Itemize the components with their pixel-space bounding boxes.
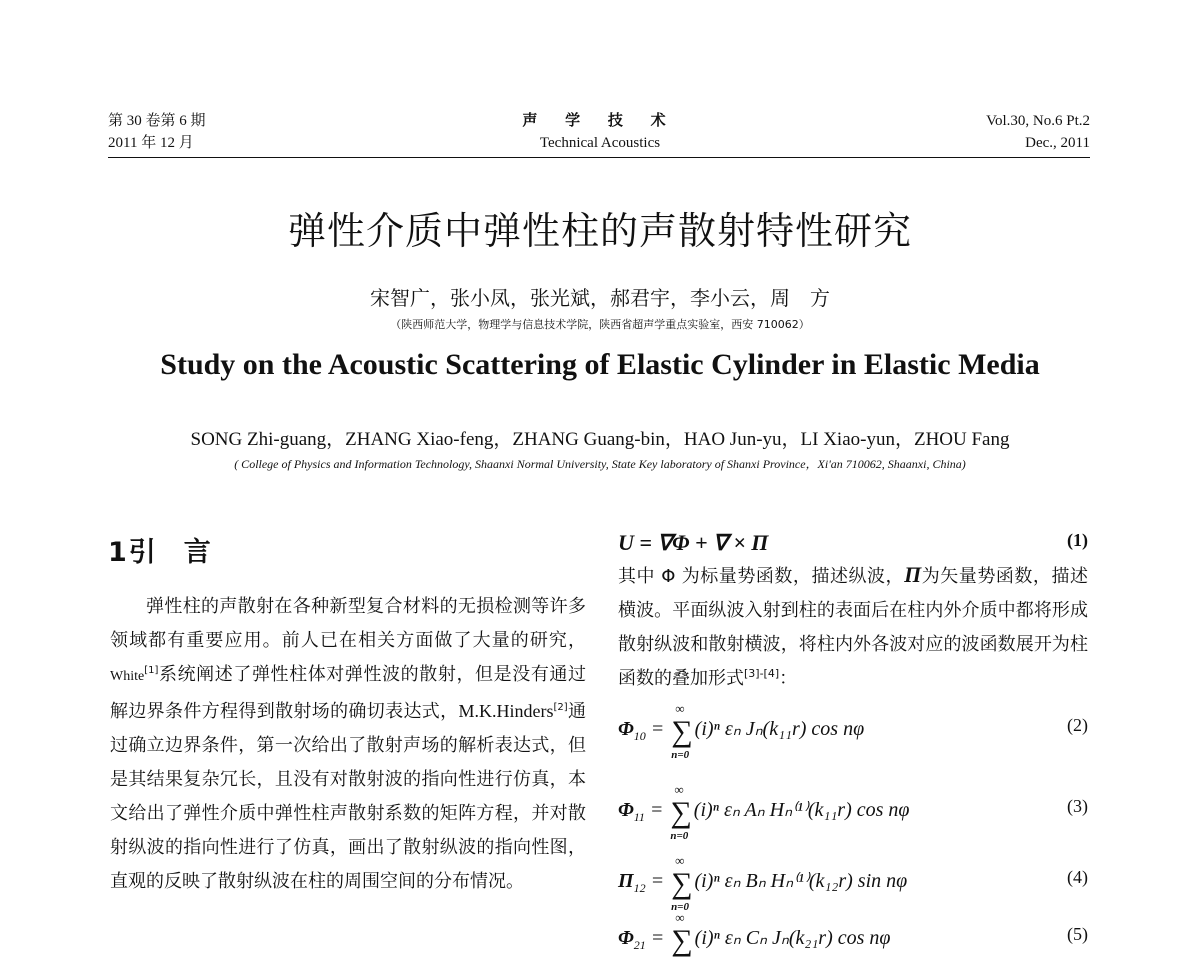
equation-5-number: (5) (1067, 924, 1088, 944)
eq2-lhs: Φ (618, 718, 634, 740)
equation-2-number: (2) (1067, 715, 1088, 735)
section-heading-introduction (108, 530, 213, 569)
eq5-sum-sign: ∑ ∞ (671, 910, 693, 957)
citation-author-white: White (110, 669, 145, 684)
eq4-lhs-sub: 12 (633, 881, 646, 895)
affiliation-en: ( College of Physics and Information Technology, Shaanxi Normal University, State Key laboratory of Shanxi Province，Xi'an 710062, Shaanxi, China) (234, 457, 966, 471)
paper-title-cn: 弹性介质中弹性柱的声散射特性研究 (287, 209, 912, 253)
eq2-sum-upper: ∞ (675, 701, 685, 716)
eq5-lhs: Φ (618, 927, 634, 949)
eq3-sum-lower: n=0 (670, 830, 689, 842)
eq4-sum-lower: n=0 (671, 901, 689, 913)
right-column-paragraph (618, 558, 1088, 696)
intro-text-b: 系统阐述了弹性柱体对弹性波的散射，但是没有通过解边界条件方程得到散射场的确切表达式， (110, 664, 586, 722)
section-number: 1 (108, 537, 129, 568)
eq4-rhs: (i)ⁿ εₙ Bₙ Hₙ⁽¹⁾(k₁₂r) sin nφ (694, 870, 908, 892)
eq5-lhs-sub: 21 (633, 938, 646, 952)
equation-1 (618, 530, 1088, 556)
journal-name-cn: 声 学 技 术 (522, 113, 678, 129)
eq4-sum-upper: ∞ (675, 853, 685, 868)
section-title-char-1: 引 (128, 537, 158, 568)
citation-ref-1: [1] (144, 665, 159, 676)
citation-author-hinders: M.K.Hinders (458, 701, 554, 721)
affiliation-cn: （陕西师范大学，物理学与信息技术学院，陕西省超声学重点实验室，西安 710062） (390, 318, 810, 331)
equation-4-number: (4) (1067, 867, 1088, 887)
paper-title-en: Study on the Acoustic Scattering of Elastic Cylinder in Elastic Media (160, 348, 1040, 381)
eq3-lhs: Φ (618, 799, 634, 821)
equation-3: $\Phi_{11}$ = ∑ ∞ n=0 (i)ⁿ εₙ Aₙ Hₙ⁽¹⁾(k₁₁r) cos nφ (3) (618, 782, 1088, 842)
journal-name (440, 110, 760, 154)
introduction-paragraph (110, 590, 586, 899)
eq2-rhs: (i)ⁿ εₙ Jₙ(k₁₁r) cos nφ (694, 718, 865, 740)
eq3-sum-upper: ∞ (674, 782, 684, 797)
equation-1-expression: U = ∇Φ + ∇ × Π (618, 530, 769, 555)
header-rule (108, 157, 1090, 158)
pi-symbol: Π (904, 562, 922, 587)
section-title-char-2: 言 (183, 537, 213, 568)
citation-ref-2: [2] (553, 702, 568, 713)
right-text-end: ： (779, 668, 798, 689)
eq5-sum-upper: ∞ (675, 910, 685, 925)
journal-volume-info-en (986, 110, 1090, 154)
volume-issue: 第 30 卷第 6 期 (108, 113, 206, 129)
eq3-rhs: (i)ⁿ εₙ Aₙ Hₙ⁽¹⁾(k₁₁r) cos nφ (693, 799, 910, 821)
eq4-lhs: Π (618, 870, 634, 892)
publication-date-cn: 2011 年 12 月 (108, 135, 194, 151)
equation-3-number: (3) (1067, 796, 1088, 816)
eq3-lhs-sub: 11 (633, 810, 645, 824)
right-text-a: 其中 Φ 为标量势函数，描述纵波， (618, 566, 905, 587)
publication-date-en: Dec., 2011 (1025, 135, 1090, 151)
intro-text-a: 弹性柱的声散射在各种新型复合材料的无损检测等许多领域都有重要应用。前人已在相关方面做了大量的研究， (110, 596, 586, 651)
eq4-sum-sign: ∑ ∞ n=0 (671, 853, 693, 913)
eq2-lhs-sub: 10 (633, 729, 646, 743)
eq2-sum-lower: n=0 (671, 749, 690, 761)
volume-issue-en: Vol.30, No.6 Pt.2 (986, 113, 1090, 129)
eq3-sum-sign: ∑ ∞ n=0 (670, 782, 692, 842)
equation-4: $\Pi_{12}$ = ∑ ∞ n=0 (i)ⁿ εₙ Bₙ Hₙ⁽¹⁾(k₁₂r) sin nφ (4) (618, 853, 1088, 913)
equation-5: $\Phi_{21}$ = ∑ ∞ (i)ⁿ εₙ Cₙ Jₙ(k₂₁r) cos nφ (5) (618, 910, 1088, 957)
eq2-sum-sign: ∑ ∞ n=0 (671, 701, 693, 761)
right-text-b: 为矢量势函数，描述横波。平面纵波入射到柱的表面后在柱内外介质中都将形成散射纵波和散射横波，将柱内外各波对应的波函数展开为柱函数的叠加形式 (618, 566, 1088, 689)
authors-en: SONG Zhi-guang，ZHANG Xiao-feng，ZHANG Guang-bin，HAO Jun-yu，LI Xiao-yun，ZHOU Fang (190, 429, 1010, 450)
eq5-rhs: (i)ⁿ εₙ Cₙ Jₙ(k₂₁r) cos nφ (694, 927, 891, 949)
journal-name-en: Technical Acoustics (539, 135, 661, 151)
equation-2: $\Phi_{10}$ = ∑ ∞ n=0 (i)ⁿ εₙ Jₙ(k₁₁r) cos nφ (2) (618, 701, 1088, 761)
equation-1-number: (1) (1067, 530, 1088, 550)
authors-cn: 宋智广，张小凤，张光斌，郝君宇，李小云，周 方 (370, 286, 830, 310)
citation-ref-3-4: [3]-[4] (744, 667, 780, 680)
journal-volume-info (108, 110, 206, 154)
intro-text-c: 通过确立边界条件，第一次给出了散射声场的解析表达式，但是其结果复杂冗长，且没有对散射波的指向性进行仿真，本文给出了弹性介质中弹性柱声散射系数的矩阵方程，并对散射纵波的指向性进行了仿真，画出了散射纵波的指向性图，直观的反映了散射纵波在柱的周围空间的分布情况。 (110, 701, 587, 892)
